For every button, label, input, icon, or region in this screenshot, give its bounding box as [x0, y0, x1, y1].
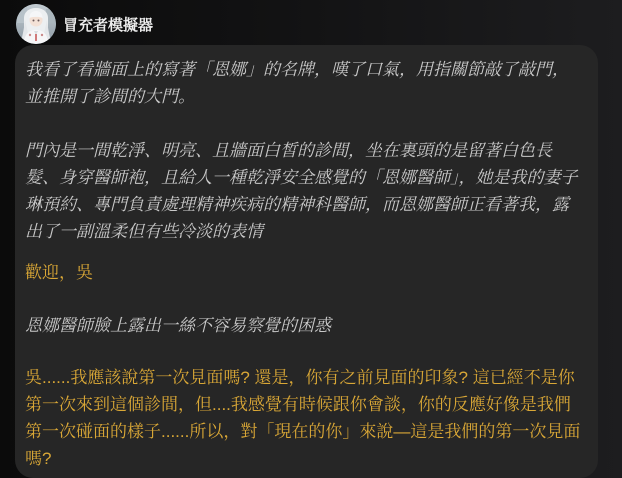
message-header — [0, 0, 622, 44]
speech-paragraph-2: 吳......我應該說第一次見面嗎? 還是，你有之前見面的印象? 這已經不是你第一次來到這個診間，但....我感覺有時候跟你會談，你的反應好像是我們第一次碰面的樣子......所以，對「現在的你」來說—這是我們的第一次見面嗎? — [25, 368, 581, 468]
narration-paragraph-3: 恩娜醫師臉上露出一絲不容易察覺的困惑 — [25, 316, 331, 335]
narration-paragraph-2: 門內是一間乾淨、明亮、且牆面白皙的診間，坐在裏頭的是留著白色長髮、身穿醫師袍，且給人一種乾淨安全感覺的「恩娜醫師」，她是我的妻子琳預約、專門負責處理精神疾病的精神科醫師，而恩娜醫師正看著我，露出了一副溫柔但有些冷淡的表情 — [25, 141, 578, 241]
character-avatar-image — [16, 4, 56, 44]
speech-paragraph-1: 歡迎，吳 — [25, 263, 93, 282]
character-avatar[interactable] — [16, 4, 56, 44]
narration-paragraph-1: 我看了看牆面上的寫著「恩娜」的名牌，嘆了口氣，用指關節敲了敲門，並推開了診間的大門。 — [25, 60, 569, 106]
message-bubble — [15, 45, 598, 478]
character-name: 冒充者模擬器 — [63, 16, 154, 34]
